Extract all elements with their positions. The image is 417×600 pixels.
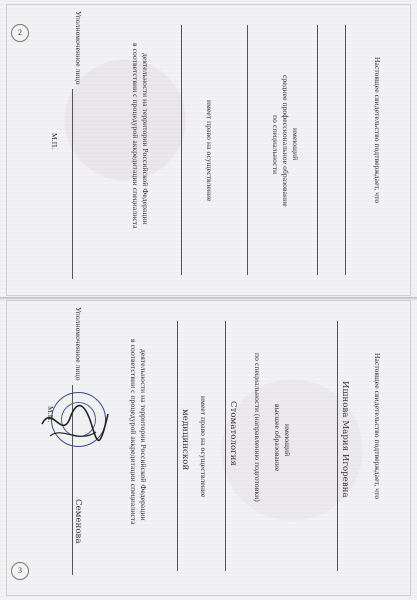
education-level: среднее профессиональное образование xyxy=(281,75,290,207)
page-number-3: 3 xyxy=(11,562,29,580)
holder-name: Ишнова Мария Игоревна xyxy=(340,381,350,498)
intro-line: Настоящее свидетельство подтверждает, что xyxy=(373,353,382,500)
specialty-label: по специальности xyxy=(271,115,280,175)
specialty-rule xyxy=(225,321,226,571)
right-label: имеет право на осуществление xyxy=(199,396,208,498)
specialty-value: Стоматология xyxy=(228,401,238,467)
intro-line: Настоящее свидетельство подтверждает, что xyxy=(373,57,382,204)
name-rule-2 xyxy=(317,25,318,275)
territory-line: деятельности на территории Российской Федерации xyxy=(141,53,150,225)
seal-label: М.П. xyxy=(46,406,55,423)
seal-label: М.П. xyxy=(50,133,59,150)
procedure-line: в соответствии с процедурой аккредитации специалиста xyxy=(131,43,140,229)
name-rule xyxy=(337,321,338,571)
procedure-line: в соответствии с процедурой аккредитации специалиста xyxy=(129,339,138,525)
specialty-label: по специальности (направлению подготовки) xyxy=(253,353,262,502)
authorized-person-label: Уполномоченное лицо xyxy=(74,11,83,85)
authorized-person-label: Уполномоченное лицо xyxy=(74,307,83,381)
signatory-name: Семенова xyxy=(73,499,83,544)
right-label: имеет право на осуществление xyxy=(205,100,214,202)
education-level: высшее образование xyxy=(273,404,282,472)
specialty-rule xyxy=(247,25,248,275)
having-label: имеющий xyxy=(291,128,300,161)
activity-rule xyxy=(181,25,182,275)
page-number-2: 2 xyxy=(11,24,29,42)
page-2-panel xyxy=(6,4,411,296)
activity-type: медицинской xyxy=(180,409,190,471)
name-rule xyxy=(345,25,346,275)
activity-rule xyxy=(177,321,178,571)
territory-line: деятельности на территории Российской Федерации xyxy=(139,349,148,521)
having-label: имеющий xyxy=(283,424,292,457)
authorized-rule xyxy=(72,89,73,279)
signature xyxy=(34,396,114,454)
